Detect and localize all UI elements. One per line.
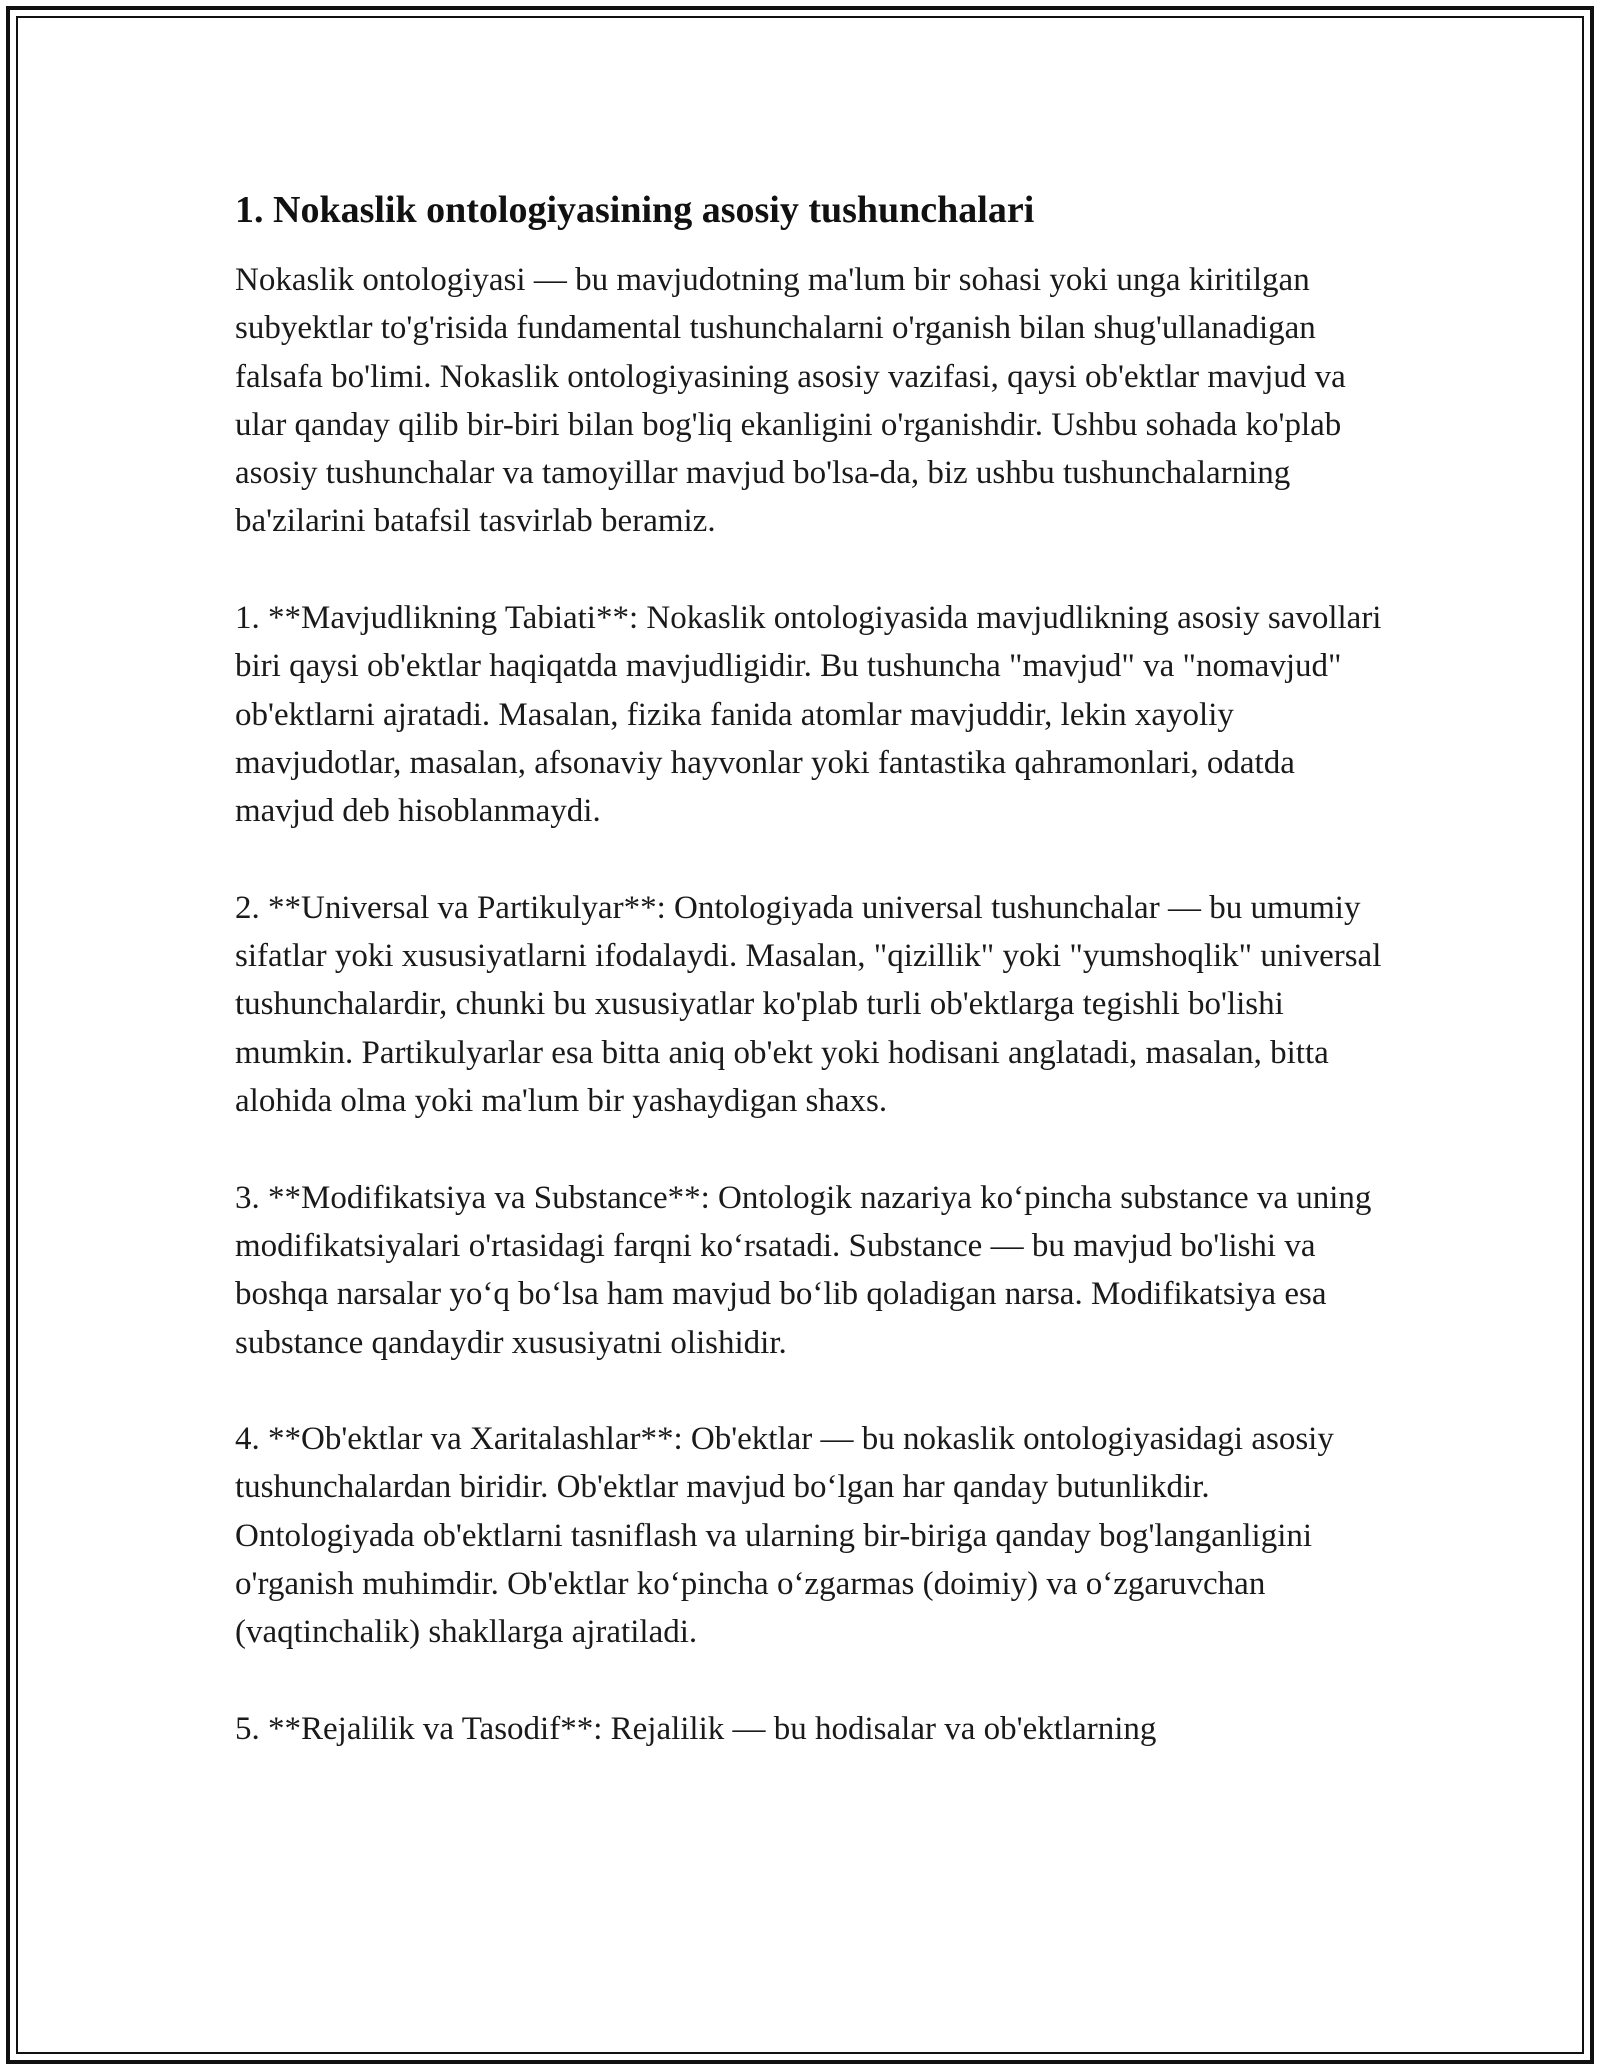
list-item-3-paragraph: 3. **Modifikatsiya va Substance**: Ontologik nazariya koʻpincha substance va uning modifikatsiyalari o'rtasidagi farqni koʻrsatadi. Substance — bu mavjud bo'lishi va boshqa narsalar yoʻq boʻlsa ham mavjud boʻlib qoladigan narsa. Modifikatsiya esa substance qandaydir xususiyatni olishidir. [235,1179,1372,1361]
list-item-5-paragraph: 5. **Rejalilik va Tasodif**: Rejalilik — bu hodisalar va ob'ektlarning [235,1710,1157,1747]
list-item-1-paragraph: 1. **Mavjudlikning Tabiati**: Nokaslik ontologiyasida mavjudlikning asosiy savollari biri qaysi ob'ektlar haqiqatda mavjudligidir. Bu tushuncha "mavjud" va "nomavjud" ob'ektlarni ajratadi. Masalan, fizika fanida atomlar mavjuddir, lekin xayoliy mavjudotlar, masalan, afsonaviy hayvonlar yoki fantastika qahramonlari, odatda mavjud deb hisoblanmaydi. [235,600,1382,830]
document-body [235,186,1385,1802]
intro-paragraph: Nokaslik ontologiyasi — bu mavjudotning ma'lum bir sohasi yoki unga kiritilgan subyektlar to'g'risida fundamental tushunchalarni o'rganish bilan shug'ullanadigan falsafa bo'limi. Nokaslik ontologiyasining asosiy vazifasi, qaysi ob'ektlar mavjud va ular qanday qilib bir-biri bilan bog'liq ekanligini o'rganishdir. Ushbu sohada ko'plab asosiy tushunchalar va tamoyillar mavjud bo'lsa-da, biz ushbu tushunchalarning ba'zilarini batafsil tasvirlab beramiz. [235,262,1346,540]
list-item-4-paragraph: 4. **Ob'ektlar va Xaritalashlar**: Ob'ektlar — bu nokaslik ontologiyasidagi asosiy tushunchalardan biridir. Ob'ektlar mavjud boʻlgan har qanday butunlikdir. Ontologiyada ob'ektlarni tasniflash va ularning bir-biriga qanday bog'langanligini o'rganish muhimdir. Ob'ektlar koʻpincha oʻzgarmas (doimiy) va oʻzgaruvchan (vaqtinchalik) shakllarga ajratiladi. [235,1421,1334,1651]
list-item-2-paragraph: 2. **Universal va Partikulyar**: Ontologiyada universal tushunchalar — bu umumiy sifatlar yoki xususiyatlarni ifodalaydi. Masalan, "qizillik" yoki "yumshoqlik" universal tushunchalardir, chunki bu xususiyatlar ko'plab turli ob'ektlarga tegishli bo'lishi mumkin. Partikulyarlar esa bitta aniq ob'ekt yoki hodisani anglatadi, masalan, bitta alohida olma yoki ma'lum bir yashaydigan shaxs. [235,889,1382,1120]
section-heading: 1. Nokaslik ontologiyasining asosiy tushunchalari [235,189,1035,231]
